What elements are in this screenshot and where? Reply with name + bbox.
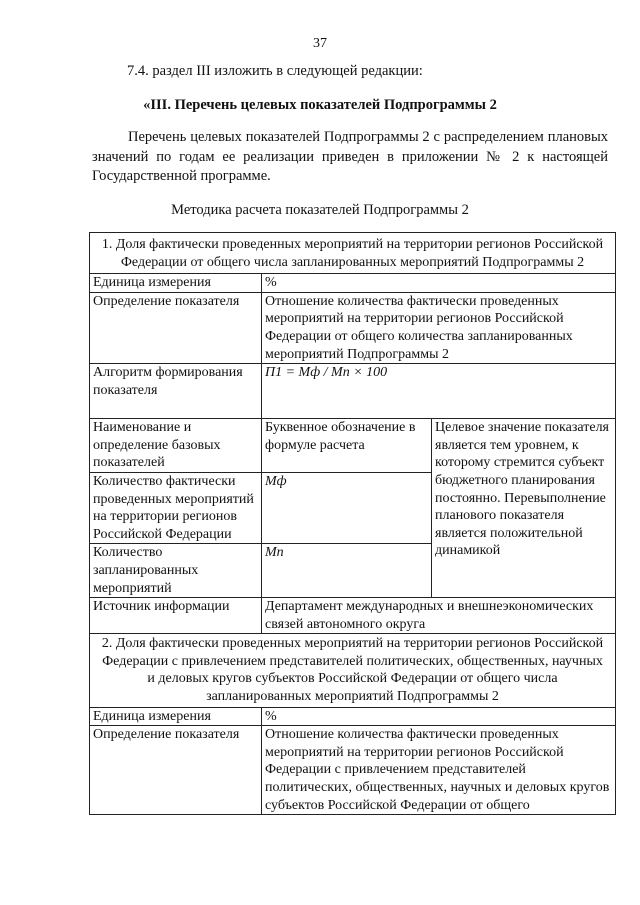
indicator1-fact-label: Количество фактически проведенных мероприятий на территории регионов Российской Федерации xyxy=(90,472,262,543)
indicator2-title: 2. Доля фактически проведенных мероприятий на территории регионов Российской Федерации с привлечением представителей политических, общественных, научных и деловых кругов субъектов Российской Федерации от общего числа запланированных мероприятий Подпрограммы 2 xyxy=(90,634,616,707)
page-number: 37 xyxy=(313,36,327,51)
indicator1-plan-symbol: Мп xyxy=(262,544,432,598)
indicator2-unit-row xyxy=(90,707,616,726)
indicator1-base-row xyxy=(90,419,616,473)
indicator1-definition-value: Отношение количества фактически проведенных мероприятий на территории регионов Российской Федерации от общего количества запланированных мероприятий Подпрограммы 2 xyxy=(262,292,616,363)
indicator1-target-text: Целевое значение показателя является тем уровнем, к которому стремится субъект бюджетного планирования постоянно. Перевыполнение планового показателя является положительной динамикой xyxy=(432,419,616,598)
indicator1-algorithm-row xyxy=(90,364,616,419)
body-paragraph: Перечень целевых показателей Подпрограммы 2 с распределением плановых значений по годам ее реализации приведен в приложении № 2 к настоящей Государственной программе. xyxy=(92,129,608,184)
indicator2-definition-label: Определение показателя xyxy=(90,726,262,815)
indicator1-unit-row xyxy=(90,274,616,293)
indicator1-fact-symbol: Мф xyxy=(262,472,432,543)
indicator1-algorithm-label: Алгоритм формирования показателя xyxy=(90,364,262,419)
indicator1-title-row xyxy=(90,233,616,274)
indicator1-letter-label: Буквенное обозначение в формуле расчета xyxy=(262,419,432,473)
indicator1-definition-label: Определение показателя xyxy=(90,292,262,363)
indicator2-title-row xyxy=(90,634,616,707)
indicator1-definition-row xyxy=(90,292,616,363)
indicator1-plan-label: Количество запланированных мероприятий xyxy=(90,544,262,598)
indicator1-unit-label: Единица измерения xyxy=(90,274,262,293)
section-heading: «III. Перечень целевых показателей Подпрограммы 2 xyxy=(143,97,497,113)
indicator1-title: 1. Доля фактически проведенных мероприятий на территории регионов Российской Федерации от общего числа запланированных мероприятий Подпрограммы 2 xyxy=(90,233,616,274)
indicator2-unit-value: % xyxy=(262,707,616,726)
intro-line: 7.4. раздел III изложить в следующей редакции: xyxy=(127,63,423,79)
indicator1-base-label: Наименование и определение базовых показателей xyxy=(90,419,262,473)
indicator2-definition-value: Отношение количества фактически проведенных мероприятий на территории регионов Российской Федерации с привлечением представителей политических, общественных, научных и деловых кругов субъектов Российской Федерации от общего xyxy=(262,726,616,815)
indicator1-source-label: Источник информации xyxy=(90,598,262,634)
indicator1-formula: П1 = Мф / Мп × 100 xyxy=(262,364,616,419)
indicators-table xyxy=(89,232,616,815)
method-title: Методика расчета показателей Подпрограммы 2 xyxy=(171,202,469,218)
indicator1-source-value: Департамент международных и внешнеэкономических связей автономного округа xyxy=(262,598,616,634)
indicator1-source-row xyxy=(90,598,616,634)
indicator2-definition-row xyxy=(90,726,616,815)
indicator1-unit-value: % xyxy=(262,274,616,293)
indicator2-unit-label: Единица измерения xyxy=(90,707,262,726)
